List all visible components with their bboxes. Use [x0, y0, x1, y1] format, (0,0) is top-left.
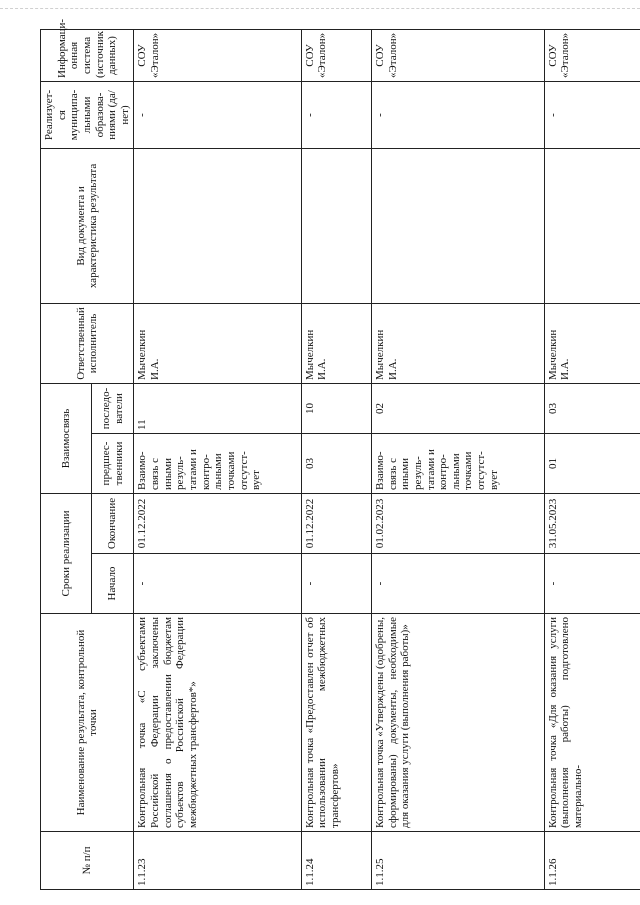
table-row: [134, 29, 301, 889]
header-links: Взаимосвязь: [41, 383, 92, 493]
header-succ: последо-ватели: [91, 383, 134, 433]
header-pred: предшес-твенники: [91, 433, 134, 493]
cell-start: -: [301, 554, 371, 614]
header-end: Окончание: [91, 493, 134, 553]
cell-municipal: -: [301, 81, 371, 148]
cell-doc: [371, 148, 544, 303]
header-responsible: Ответственный исполнитель: [41, 303, 134, 383]
cell-num: 1.1.23: [134, 832, 301, 890]
cell-pred: Взаимо-связь с иными резуль-татами и контро-льными точками отсутст-вует: [371, 433, 544, 493]
rotated-table-wrapper: [40, 18, 640, 890]
header-name: Наименование результата, контрольной точки: [41, 614, 134, 832]
cell-doc: [301, 148, 371, 303]
cell-start: -: [134, 554, 301, 614]
cell-name: Контрольная точка «Утверждены (одобрены, сформированы) документы, необходимые для оказания услуги (выполнения работы)»: [371, 614, 544, 832]
header-infosys: Информаци-онная система (источник данных): [41, 29, 134, 81]
table-row: [544, 29, 640, 889]
cell-infosys: СОУ «Эталон»: [134, 29, 301, 81]
header-doc: Вид документа и характеристика результата: [41, 148, 134, 303]
results-table: [40, 18, 640, 890]
cell-responsible: Мычелкин И.А.: [371, 303, 544, 383]
cell-name: Контрольная точка «С субъектами Российской Федерации заключены соглашения о предоставлении бюджетам субъектов Российской Федерации межбюджетных трансфертов*»: [134, 614, 301, 832]
cell-name: Контрольная точка «Предоставлен отчет об использовании межбюджетных трансфертов»: [301, 614, 371, 832]
cell-num: 1.1.25: [371, 832, 544, 890]
cell-doc: [544, 148, 640, 303]
page-top-edge: [0, 8, 640, 9]
cell-succ: 03: [544, 383, 640, 433]
cell-start: -: [371, 554, 544, 614]
cell-municipal: -: [371, 81, 544, 148]
cell-pred: 01: [544, 433, 640, 493]
table-row: [301, 29, 371, 889]
cell-pred: Взаимо-связь с иными резуль-татами и контро-льными точками отсутст-вует: [134, 433, 301, 493]
cell-end: 01.02.2023: [371, 493, 544, 553]
cell-end: 01.12.2022: [134, 493, 301, 553]
cell-responsible: Мычелкин И.А.: [544, 303, 640, 383]
cell-succ: 11: [134, 383, 301, 433]
cell-infosys: СОУ «Эталон»: [301, 29, 371, 81]
header-municipal: Реализует-ся муниципа-льными образова-ниями (да/нет): [41, 81, 134, 148]
cell-infosys: СОУ «Эталон»: [371, 29, 544, 81]
cell-municipal: -: [544, 81, 640, 148]
cell-start: -: [544, 554, 640, 614]
header-num: № п/п: [41, 832, 134, 890]
cell-pred: 03: [301, 433, 371, 493]
cell-num: 1.1.24: [301, 832, 371, 890]
cell-name: Контрольная точка «Для оказания услуги (выполнения работы) подготовлено материально-: [544, 614, 640, 832]
cell-end: 31.05.2023: [544, 493, 640, 553]
cell-num: 1.1.26: [544, 832, 640, 890]
cell-responsible: Мычелкин И.А.: [301, 303, 371, 383]
header-terms: Сроки реализации: [41, 493, 92, 613]
cell-responsible: Мычелкин И.А.: [134, 303, 301, 383]
cell-doc: [134, 148, 301, 303]
table-row: [371, 29, 544, 889]
header-start: Начало: [91, 554, 134, 614]
cell-end: 01.12.2022: [301, 493, 371, 553]
cell-infosys: СОУ «Эталон»: [544, 29, 640, 81]
cell-municipal: -: [134, 81, 301, 148]
cell-succ: 02: [371, 383, 544, 433]
cell-succ: 10: [301, 383, 371, 433]
